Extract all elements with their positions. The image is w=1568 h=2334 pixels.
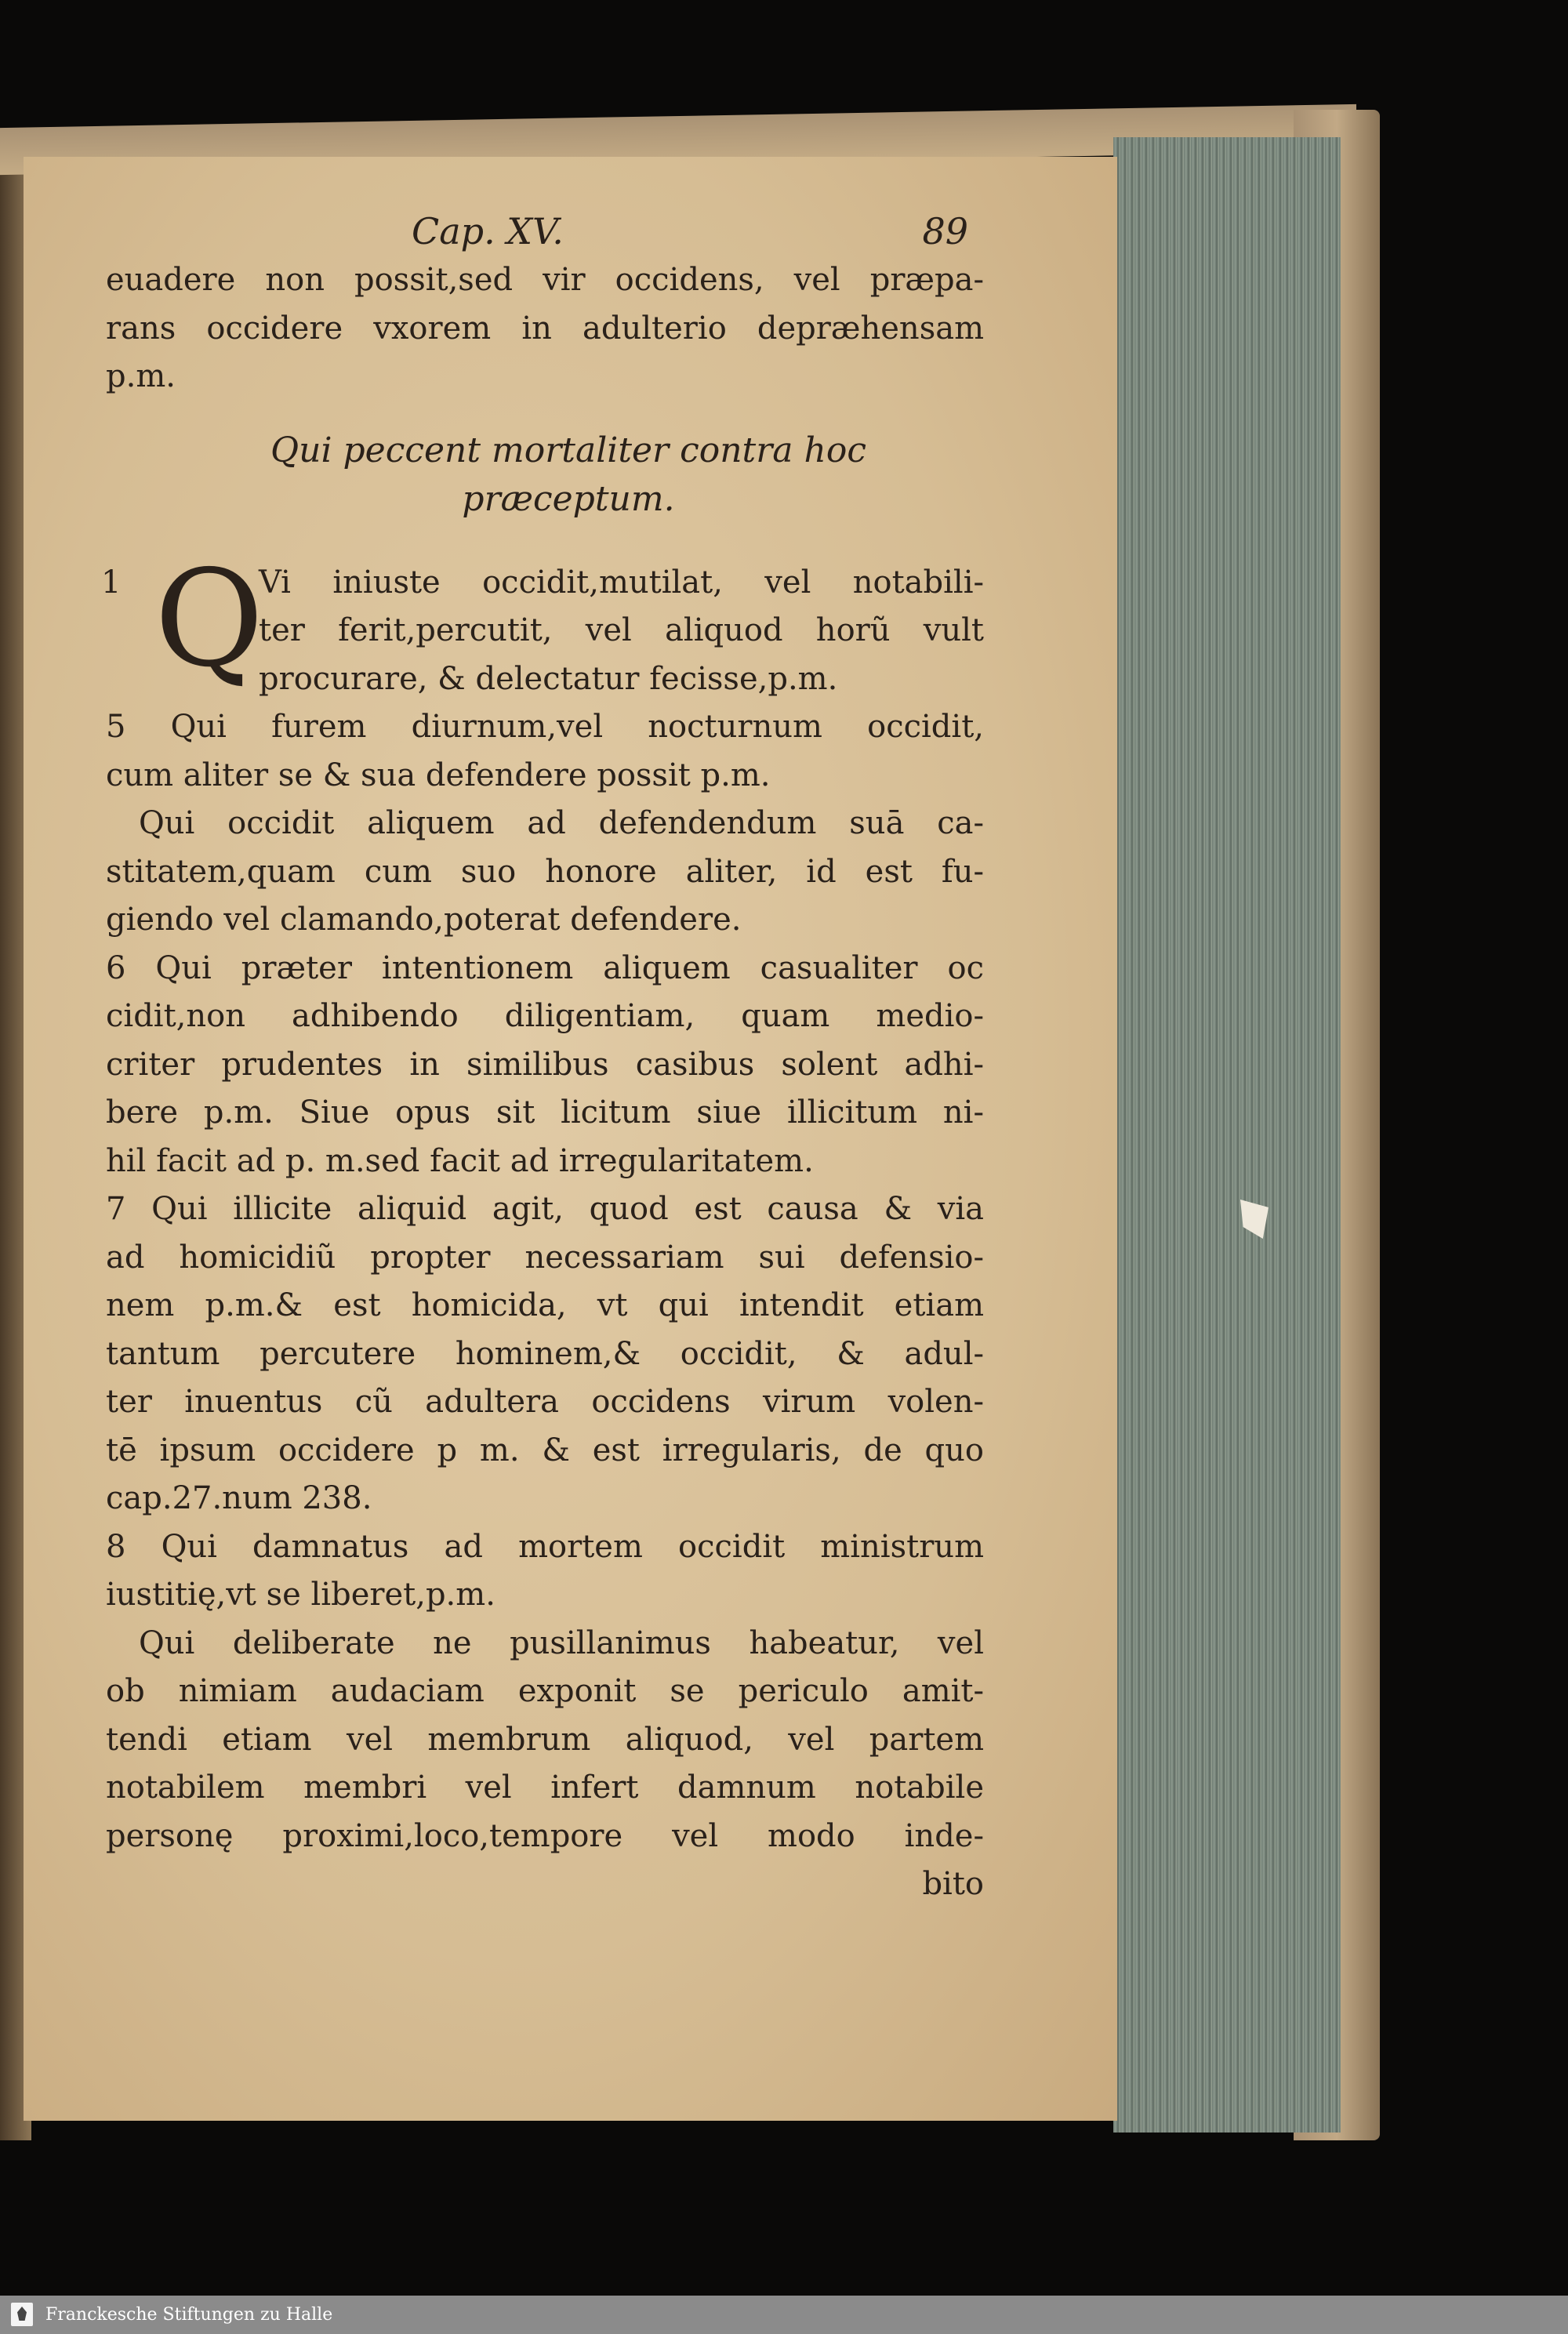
text-line: tendi etiam vel membrum aliquod, vel partem: [106, 1721, 984, 1758]
running-head: [106, 208, 984, 256]
footer-label: Franckesche Stiftungen zu Halle: [45, 2305, 333, 2325]
text-line: Vi iniuste occidit,mutilat, vel notabili-: [259, 564, 984, 601]
text-line: 7 Qui illicite aliquid agit, quod est causa & via: [106, 1191, 984, 1227]
text-line: stitatem,quam cum suo honore aliter, id est fu-: [106, 853, 984, 890]
footer-bar: [0, 2296, 1568, 2334]
text-line: p.m.: [106, 358, 176, 394]
text-line: Qui occidit aliquem ad defendendum suā ca-: [139, 805, 984, 841]
heading-line: præceptum.: [462, 478, 675, 519]
text-line: Qui deliberate ne pusillanimus habeatur, vel: [139, 1624, 984, 1661]
text-line: ter ferit,percutit, vel aliquod horũ vult: [259, 612, 984, 648]
text-line: 5 Qui furem diurnum,vel nocturnum occidit,: [106, 709, 984, 745]
text-line: nem p.m.& est homicida, vt qui intendit etiam: [106, 1287, 984, 1323]
page-fore-edge: [1113, 137, 1341, 2133]
text-line: 8 Qui damnatus ad mortem occidit ministrum: [106, 1528, 984, 1565]
text-line: tē ipsum occidere p m. & est irregularis, de quo: [106, 1432, 984, 1468]
text-line: procurare, & delectatur fecisse,p.m.: [259, 660, 838, 697]
page-number: 89: [922, 210, 968, 252]
catchword: bito: [922, 1866, 984, 1902]
text-line: personę proximi,loco,tempore vel modo inde-: [106, 1817, 984, 1854]
text-line: bere p.m. Siue opus sit licitum siue illicitum ni-: [106, 1094, 984, 1131]
text-line: iustitię,vt se liberet,p.m.: [106, 1577, 495, 1613]
text-line: ob nimiam audaciam exponit se periculo amit-: [106, 1673, 984, 1709]
text-line: cum aliter se & sua defendere possit p.m.: [106, 757, 771, 793]
text-line: notabilem membri vel infert damnum notabile: [106, 1770, 984, 1806]
text-line: ter inuentus cũ adultera occidens virum volen-: [106, 1384, 984, 1420]
heading-line: Qui peccent mortaliter contra hoc: [270, 430, 866, 470]
text-line: euadere non possit,sed vir occidens, vel præpa-: [106, 262, 984, 298]
first-paragraph: [101, 541, 984, 704]
page-text: [101, 208, 984, 1909]
text-line: giendo vel clamando,poterat defendere.: [106, 902, 742, 938]
text-line: cap.27.num 238.: [106, 1480, 372, 1516]
drop-cap: Q: [154, 541, 264, 697]
text-line: ad homicidiũ propter necessariam sui defensio-: [106, 1239, 984, 1276]
text-line: 6 Qui præter intentionem aliquem casualiter oc: [106, 949, 984, 986]
text-line: tantum percutere hominem,& occidit, & adul-: [106, 1335, 984, 1372]
text-line: cidit,non adhibendo diligentiam, quam medio-: [106, 998, 984, 1034]
paragraph-numeral: 1: [101, 564, 122, 601]
section-heading: [106, 427, 984, 524]
chapter-title: Cap. XV.: [412, 210, 564, 252]
text-line: hil facit ad p. m.sed facit ad irregularitatem.: [106, 1142, 814, 1179]
institution-logo-icon: [11, 2303, 33, 2326]
text-line: rans occidere vxorem in adulterio depræhensam: [106, 310, 984, 347]
text-line: criter prudentes in similibus casibus solent adhi-: [106, 1046, 984, 1083]
